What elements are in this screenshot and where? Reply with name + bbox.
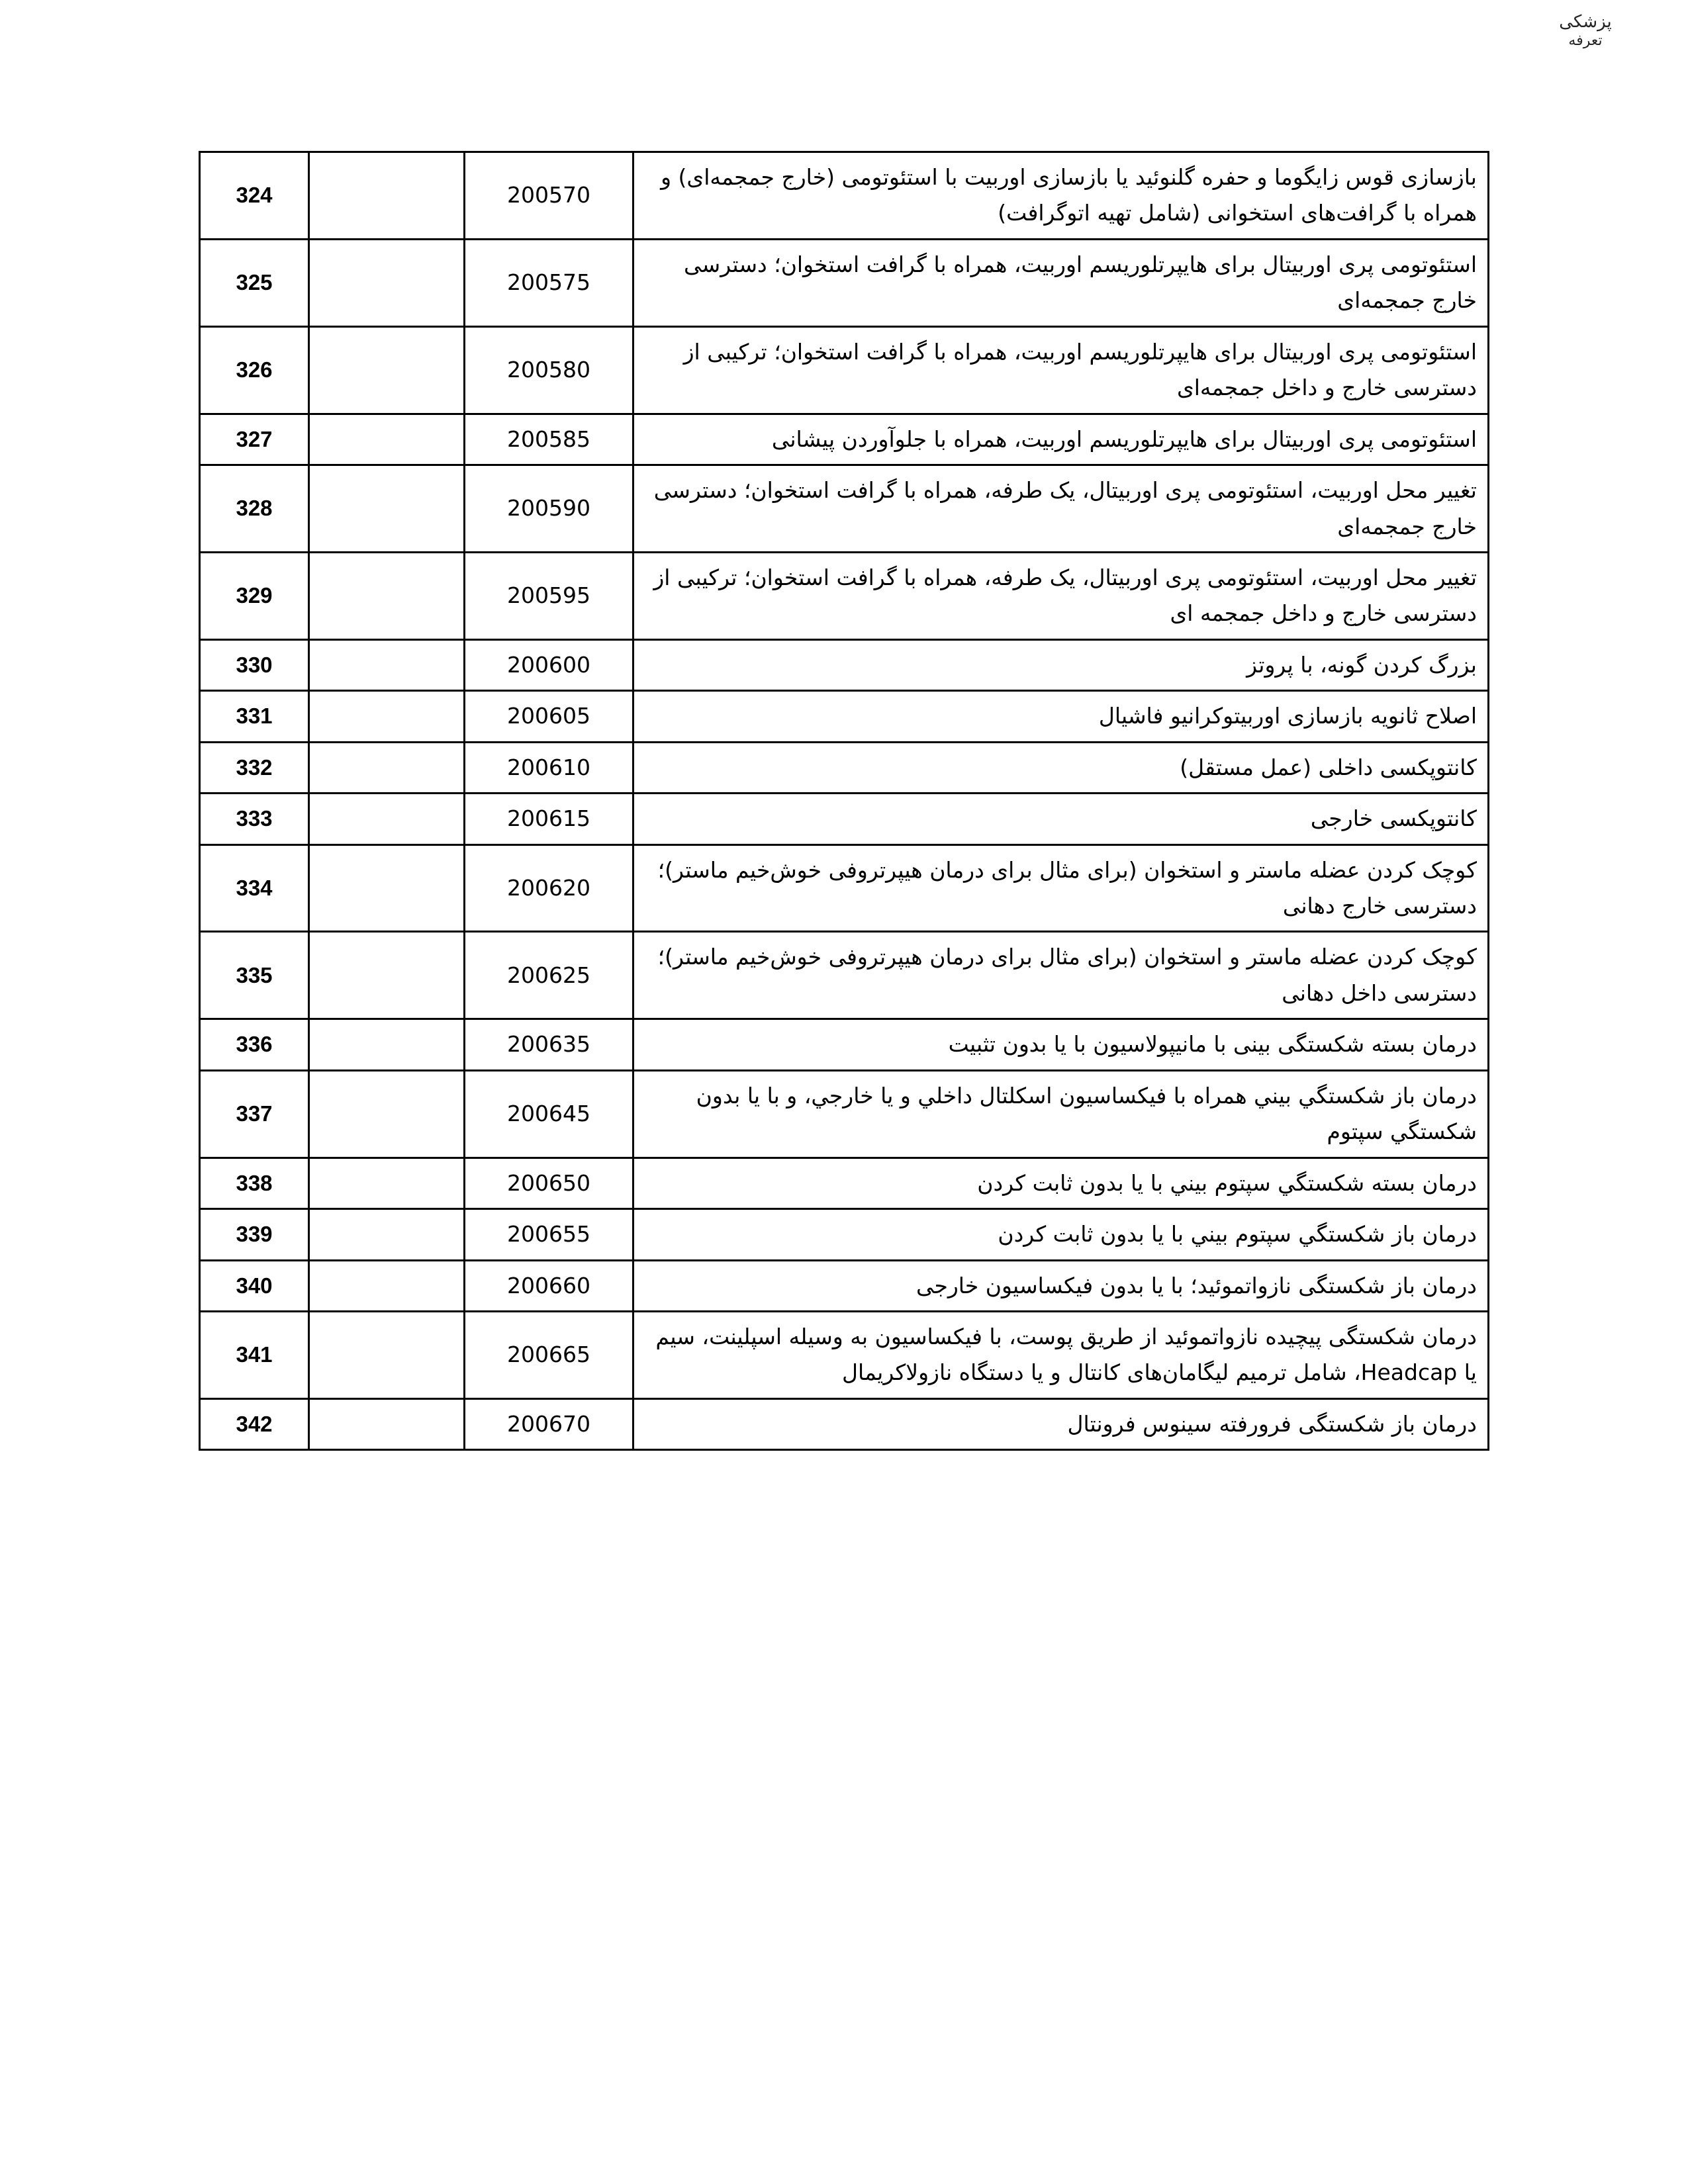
- cell-blank: [309, 152, 465, 240]
- cell-row-number: 324: [200, 152, 309, 240]
- cell-description: درمان باز شکستگی فرورفته سینوس فرونتال: [633, 1398, 1489, 1449]
- cell-row-number: 338: [200, 1158, 309, 1208]
- table-row: [200, 465, 1489, 553]
- cell-description: استئوتومی پری اوربیتال برای هایپرتلوریسم اوربیت، همراه با گرافت استخوان؛ ترکیبی از دسترسی خارج و داخل جمجمه‌ای: [633, 326, 1489, 414]
- header-watermark-line1: پزشکی: [1559, 12, 1612, 32]
- cell-code: 200650: [465, 1158, 633, 1208]
- cell-row-number: 341: [200, 1311, 309, 1398]
- cell-description: کانتوپکسی خارجی: [633, 794, 1489, 844]
- cell-row-number: 340: [200, 1260, 309, 1311]
- cell-row-number: 335: [200, 932, 309, 1019]
- cell-code: 200570: [465, 152, 633, 240]
- cell-blank: [309, 465, 465, 553]
- table-row: [200, 1019, 1489, 1070]
- header-watermark-line2: تعرفه: [1568, 32, 1603, 50]
- cell-code: 200605: [465, 691, 633, 742]
- cell-blank: [309, 1209, 465, 1260]
- cell-description: استئوتومی پری اوربیتال برای هایپرتلوریسم اوربیت، همراه با گرافت استخوان؛ دسترسی خارج جمجمه‌ای: [633, 239, 1489, 326]
- table-row: [200, 1209, 1489, 1260]
- table-row: [200, 639, 1489, 690]
- cell-code: 200635: [465, 1019, 633, 1070]
- cell-blank: [309, 414, 465, 465]
- table-row: [200, 152, 1489, 240]
- cell-description: بزرگ کردن گونه، با پروتز: [633, 639, 1489, 690]
- cell-row-number: 339: [200, 1209, 309, 1260]
- cell-blank: [309, 794, 465, 844]
- cell-description: تغییر محل اوربیت، استئوتومی پری اوربیتال، یک طرفه، همراه با گرافت استخوان؛ ترکیبی از دسترسی خارج و داخل جمجمه ای: [633, 552, 1489, 639]
- table-row: [200, 1311, 1489, 1398]
- table-row: [200, 691, 1489, 742]
- cell-blank: [309, 1260, 465, 1311]
- table-row: [200, 844, 1489, 932]
- cell-row-number: 336: [200, 1019, 309, 1070]
- table-row: [200, 1260, 1489, 1311]
- cell-row-number: 342: [200, 1398, 309, 1449]
- cell-code: 200645: [465, 1070, 633, 1158]
- cell-blank: [309, 742, 465, 793]
- cell-code: 200670: [465, 1398, 633, 1449]
- cell-description: درمان باز شکستگی نازواتموئید؛ با یا بدون فیکساسیون خارجی: [633, 1260, 1489, 1311]
- cell-row-number: 337: [200, 1070, 309, 1158]
- cell-code: 200625: [465, 932, 633, 1019]
- cell-description: تغییر محل اوربیت، استئوتومی پری اوربیتال، یک طرفه، همراه با گرافت استخوان؛ دسترسی خارج جمجمه‌ای: [633, 465, 1489, 553]
- cell-code: 200575: [465, 239, 633, 326]
- header-watermark: [1536, 12, 1635, 65]
- cell-row-number: 330: [200, 639, 309, 690]
- cell-description: اصلاح ثانویه بازسازی اوربیتوکرانیو فاشیال: [633, 691, 1489, 742]
- procedure-codes-table: [199, 151, 1489, 1451]
- cell-blank: [309, 1158, 465, 1208]
- cell-row-number: 325: [200, 239, 309, 326]
- cell-description: درمان بسته شکستگي سپتوم بيني با یا بدون ثابت کردن: [633, 1158, 1489, 1208]
- cell-blank: [309, 844, 465, 932]
- cell-row-number: 331: [200, 691, 309, 742]
- cell-code: 200600: [465, 639, 633, 690]
- cell-blank: [309, 1311, 465, 1398]
- cell-blank: [309, 326, 465, 414]
- table-row: [200, 414, 1489, 465]
- cell-description: استئوتومی پری اوربیتال برای هایپرتلوریسم اوربیت، همراه با جلوآوردن پیشانی: [633, 414, 1489, 465]
- cell-description: درمان باز شکستگي سپتوم بيني با یا بدون ثابت کردن: [633, 1209, 1489, 1260]
- table-row: [200, 1158, 1489, 1208]
- table-body: [200, 152, 1489, 1450]
- cell-blank: [309, 552, 465, 639]
- cell-blank: [309, 1070, 465, 1158]
- cell-code: 200610: [465, 742, 633, 793]
- cell-code: 200585: [465, 414, 633, 465]
- cell-code: 200580: [465, 326, 633, 414]
- table-row: [200, 239, 1489, 326]
- cell-blank: [309, 239, 465, 326]
- cell-row-number: 329: [200, 552, 309, 639]
- table-row: [200, 932, 1489, 1019]
- cell-code: 200615: [465, 794, 633, 844]
- cell-description: درمان باز شکستگي بيني همراه با فيکساسيون اسکلتال داخلي و یا خارجي، و با یا بدون شکستگي سپتوم: [633, 1070, 1489, 1158]
- cell-code: 200620: [465, 844, 633, 932]
- cell-row-number: 334: [200, 844, 309, 932]
- cell-description: درمان شکستگی پیچیده نازواتموئید از طریق پوست، با فیکساسیون به وسیله اسپلینت، سیم یا Headcap، شامل ترمیم لیگامان‌های کانتال و یا دستگاه نازولاکریمال: [633, 1311, 1489, 1398]
- table-row: [200, 552, 1489, 639]
- cell-code: 200595: [465, 552, 633, 639]
- cell-blank: [309, 691, 465, 742]
- procedure-codes-table-wrapper: [199, 151, 1489, 1451]
- cell-description: درمان بسته شکستگی بینی با مانیپولاسیون با یا بدون تثبیت: [633, 1019, 1489, 1070]
- cell-row-number: 328: [200, 465, 309, 553]
- cell-description: کوچک کردن عضله ماستر و استخوان (برای مثال برای درمان هیپرتروفی خوش‌خیم ماستر)؛ دسترسی داخل دهانی: [633, 932, 1489, 1019]
- cell-description: کانتوپکسی داخلی (عمل مستقل): [633, 742, 1489, 793]
- cell-row-number: 327: [200, 414, 309, 465]
- cell-row-number: 326: [200, 326, 309, 414]
- table-row: [200, 1398, 1489, 1449]
- table-row: [200, 326, 1489, 414]
- cell-blank: [309, 1398, 465, 1449]
- cell-blank: [309, 1019, 465, 1070]
- cell-code: 200665: [465, 1311, 633, 1398]
- cell-row-number: 332: [200, 742, 309, 793]
- cell-description: بازسازی قوس زایگوما و حفره گلنوئید یا بازسازی اوربیت با استئوتومی (خارج جمجمه‌ای) و همراه با گرافت‌های استخوانی (شامل تهیه اتوگرافت): [633, 152, 1489, 240]
- table-row: [200, 742, 1489, 793]
- cell-description: کوچک کردن عضله ماستر و استخوان (برای مثال برای درمان هیپرتروفی خوش‌خیم ماستر)؛ دسترسی خارج دهانی: [633, 844, 1489, 932]
- cell-code: 200655: [465, 1209, 633, 1260]
- cell-code: 200660: [465, 1260, 633, 1311]
- cell-blank: [309, 639, 465, 690]
- cell-blank: [309, 932, 465, 1019]
- table-row: [200, 794, 1489, 844]
- cell-row-number: 333: [200, 794, 309, 844]
- cell-code: 200590: [465, 465, 633, 553]
- table-row: [200, 1070, 1489, 1158]
